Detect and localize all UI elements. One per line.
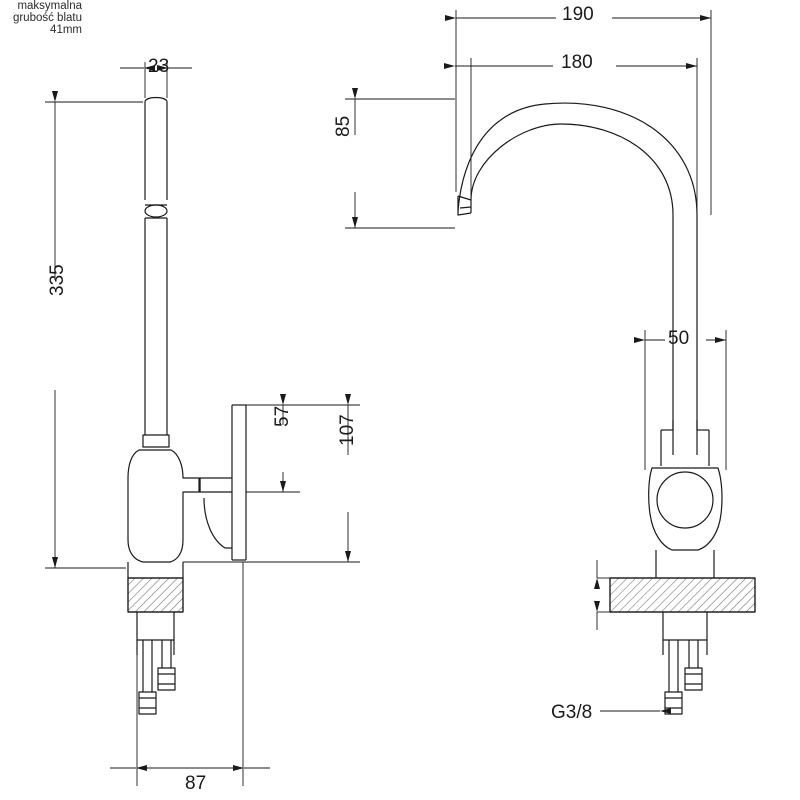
dimension-spout-width: 23 — [148, 56, 170, 77]
dimension-handle-offset: 57 — [272, 405, 293, 427]
side-view-faucet — [458, 103, 755, 714]
dimension-lines — [45, 10, 726, 786]
dimension-reach-inner: 180 — [561, 52, 593, 73]
dimension-spout-height: 85 — [333, 115, 354, 137]
dimension-base-width: 50 — [668, 328, 690, 349]
front-view-faucet — [128, 98, 246, 715]
dimension-reach-outer: 190 — [562, 4, 594, 25]
dimension-base-footprint: 87 — [185, 773, 207, 794]
label-thread-g38: G3/8 — [551, 702, 593, 723]
note-counter-thickness-line1: maksymalna — [17, 0, 82, 12]
dimension-handle-height: 107 — [337, 414, 358, 446]
note-counter-thickness-line2: grubość blatu 41mm — [12, 12, 82, 36]
dimension-overall-height: 335 — [47, 264, 68, 296]
